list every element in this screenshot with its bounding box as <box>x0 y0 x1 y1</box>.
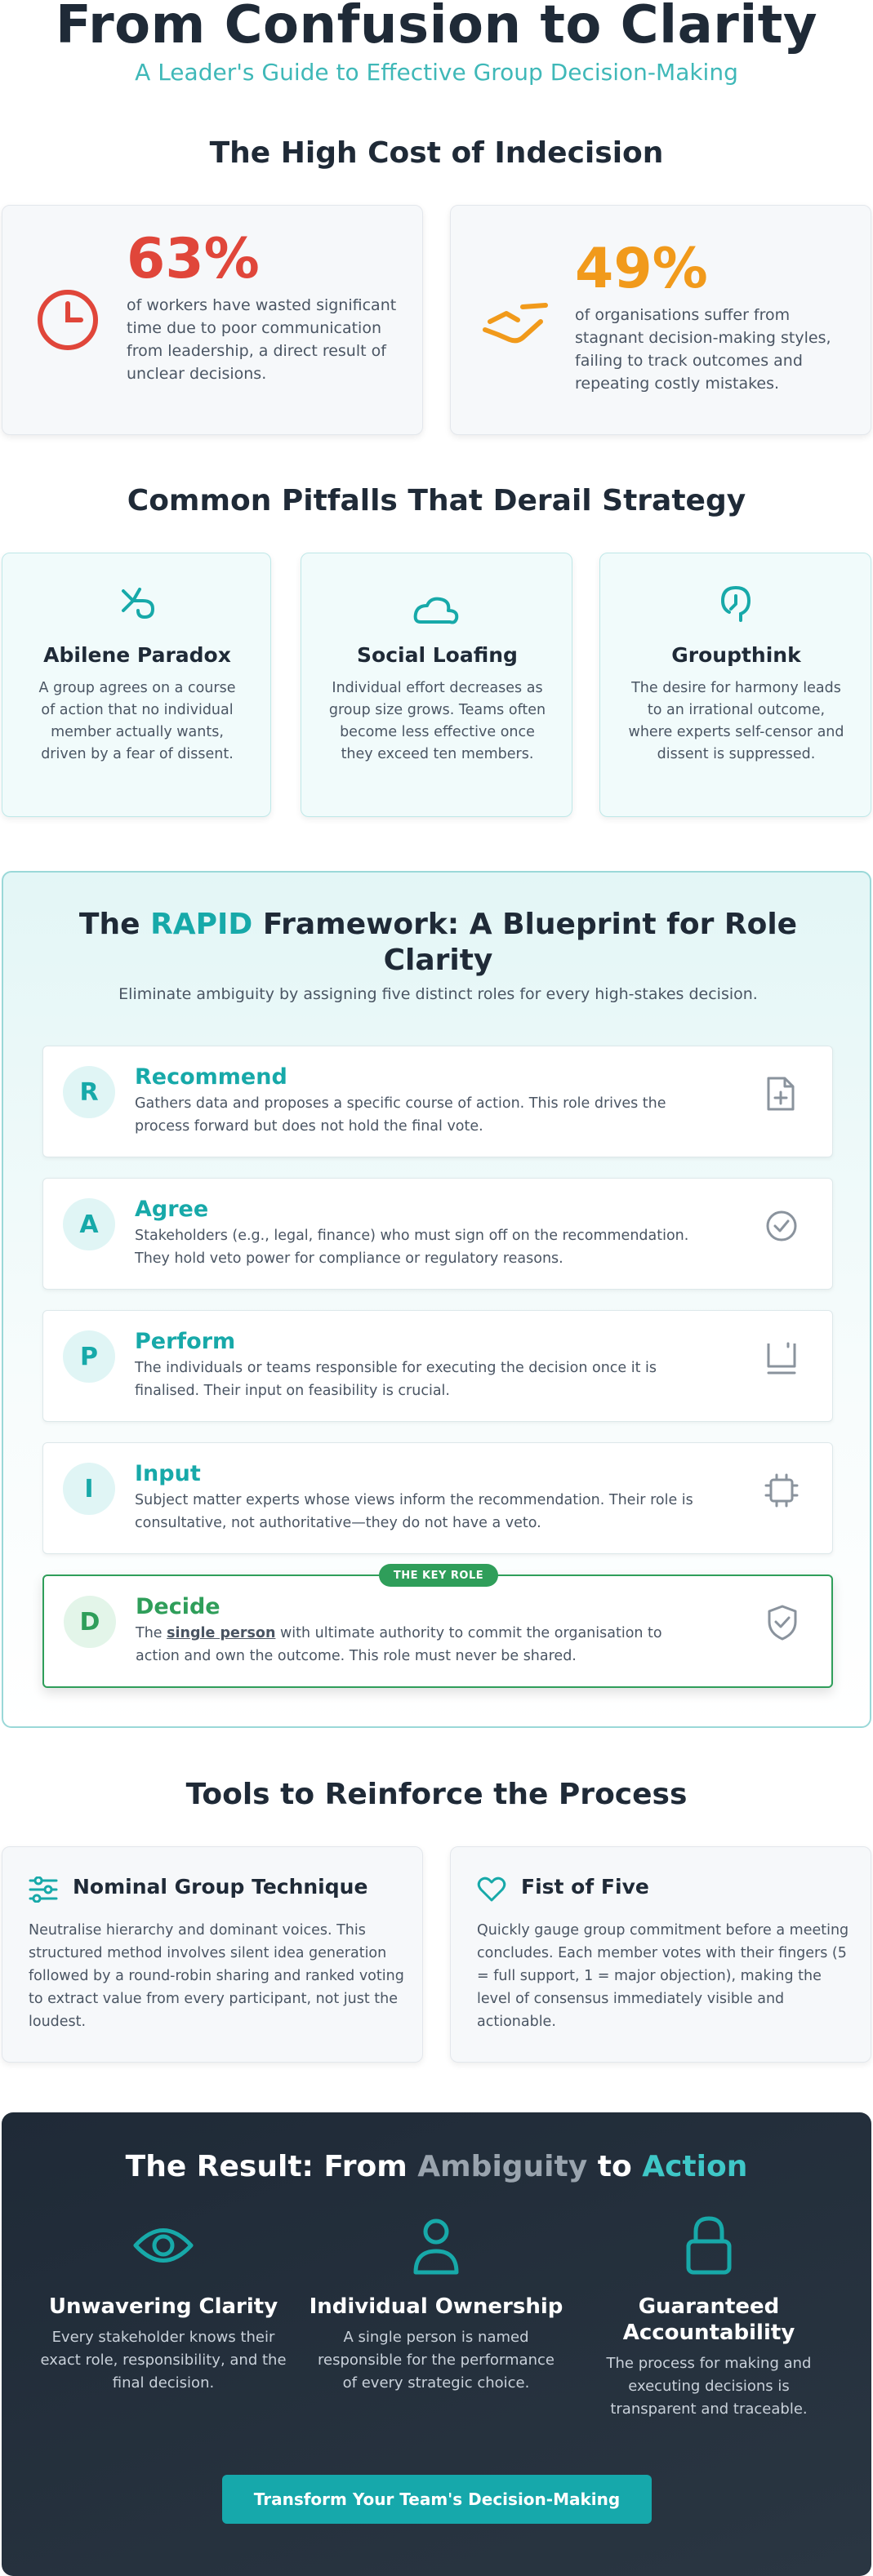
role-name: Agree <box>135 1197 209 1222</box>
stat-value: 49% <box>575 237 708 301</box>
role-description: Gathers data and proposes a specific course of action. This role drives the process forward but does not hold the final vote. <box>135 1095 666 1135</box>
handshake-icon <box>482 297 550 349</box>
pitfall-card-groupthink <box>599 553 871 817</box>
role-description: Stakeholders (e.g., legal, finance) who must sign off on the recommendation. They hold veto power for compliance or regulatory reasons. <box>135 1228 689 1267</box>
tool-description: Quickly gauge group commitment before a meeting concludes. Each member votes with their fingers (5 = full support, 1 = major objection), making the level of consensus immediately visible and actionable. <box>477 1922 849 2030</box>
role-description: The individuals or teams responsible for executing the decision once it is finalised. Their input on feasibility is crucial. <box>135 1360 657 1399</box>
document-add-icon <box>765 1076 796 1112</box>
cloud-icon <box>412 594 461 627</box>
pitfall-card-social-loafing <box>301 553 572 817</box>
clock-icon <box>35 287 100 353</box>
stat-description: of workers have wasted significant time due to poor communication from leadership, a direct result of unclear decisions. <box>127 296 397 383</box>
heart-icon <box>477 1876 506 1903</box>
role-letter: D <box>64 1596 116 1648</box>
result-item-title: Guaranteed Accountability <box>622 2294 795 2345</box>
cta-button[interactable]: Transform Your Team's Decision-Making <box>222 2475 652 2524</box>
result-item-description: The process for making and executing decisions is transparent and traceable. <box>606 2355 812 2418</box>
lock-icon <box>684 2215 733 2276</box>
role-name: Recommend <box>135 1064 287 1090</box>
rapid-role-decide <box>42 1569 833 1688</box>
result-action: Action <box>642 2150 748 2183</box>
key-role-badge: THE KEY ROLE <box>379 1564 498 1587</box>
role-name: Perform <box>135 1329 236 1354</box>
result-item-description: Every stakeholder knows their exact role, responsibility, and the final decision. <box>40 2329 287 2392</box>
pitfall-description: The desire for harmony leads to an irrational outcome, where experts self-censor and dissent is suppressed. <box>628 680 844 762</box>
tools-section-title: Tools to Reinforce the Process <box>185 1778 688 1811</box>
rapid-title: The RAPID Framework: A Blueprint for Role Clarity <box>78 908 798 977</box>
rapid-role-perform <box>42 1310 833 1422</box>
role-name: Decide <box>136 1594 220 1619</box>
check-circle-icon <box>765 1210 798 1242</box>
pitfall-title: Groupthink <box>671 643 801 667</box>
chip-icon <box>764 1472 800 1508</box>
rapid-role-recommend <box>42 1046 833 1157</box>
result-item-title: Individual Ownership <box>309 2294 563 2319</box>
pitfalls-section-title: Common Pitfalls That Derail Strategy <box>127 484 746 517</box>
rapid-framework-panel <box>2 871 871 1728</box>
paradox-icon <box>117 586 159 624</box>
pitfall-title: Abilene Paradox <box>43 643 231 667</box>
stat-description: of organisations suffer from stagnant decision-making styles, failing to track outcomes and repeating costly mistakes. <box>575 306 831 393</box>
pitfall-description: A group agrees on a course of action that no individual member actually wants, driven by a fear of dissent. <box>38 680 236 762</box>
sliders-icon <box>29 1876 58 1903</box>
rapid-acronym: RAPID <box>150 908 253 941</box>
stat-card-stagnation <box>450 205 871 435</box>
stat-value: 63% <box>127 227 260 291</box>
tool-title: Nominal Group Technique <box>73 1875 368 1899</box>
page-title: From Confusion to Clarity <box>55 0 818 56</box>
pitfall-description: Individual effort decreases as group size grows. Teams often become less effective once they exceed ten members. <box>328 680 546 762</box>
cost-section-title: The High Cost of Indecision <box>209 136 664 170</box>
stat-card-communication <box>2 205 423 435</box>
tool-description: Neutralise hierarchy and dominant voices. This structured method involves silent idea generation followed by a round-robin sharing and ranked voting to extract value from every participant, not just the loudest. <box>29 1922 404 2030</box>
rapid-subtitle: Eliminate ambiguity by assigning five distinct roles for every high-stakes decision. <box>118 985 758 1003</box>
role-letter: P <box>63 1330 115 1383</box>
rapid-role-agree <box>42 1178 833 1290</box>
tool-card-fist-of-five <box>450 1846 871 2063</box>
rapid-role-input <box>42 1442 833 1554</box>
shield-check-icon <box>766 1604 799 1641</box>
result-item-description: A single person is named responsible for the performance of every strategic choice. <box>318 2329 555 2392</box>
tool-title: Fist of Five <box>521 1875 649 1899</box>
role-name: Input <box>135 1461 201 1486</box>
role-letter: R <box>63 1066 115 1118</box>
head-icon <box>719 584 752 624</box>
tool-card-nominal-group <box>2 1846 423 2063</box>
result-title: The Result: From Ambiguity to Action <box>125 2150 748 2183</box>
result-ambiguity: Ambiguity <box>417 2150 588 2183</box>
user-icon <box>412 2217 461 2276</box>
role-letter: I <box>63 1463 115 1515</box>
role-description: The single person with ultimate authority to commit the organisation to action and own the outcome. This role must never be shared. <box>136 1625 662 1664</box>
role-description: Subject matter experts whose views inform the recommendation. Their role is consultative, not authoritative—they do not have a veto. <box>135 1492 693 1531</box>
result-item-title: Unwavering Clarity <box>48 2294 278 2319</box>
role-letter: A <box>63 1198 115 1250</box>
tray-icon <box>765 1340 798 1376</box>
eye-icon <box>132 2222 194 2269</box>
pitfall-card-abilene <box>2 553 271 817</box>
role-emphasis: single person <box>167 1625 276 1641</box>
pitfall-title: Social Loafing <box>357 643 518 667</box>
page-subtitle: A Leader's Guide to Effective Group Decision-Making <box>135 59 738 86</box>
